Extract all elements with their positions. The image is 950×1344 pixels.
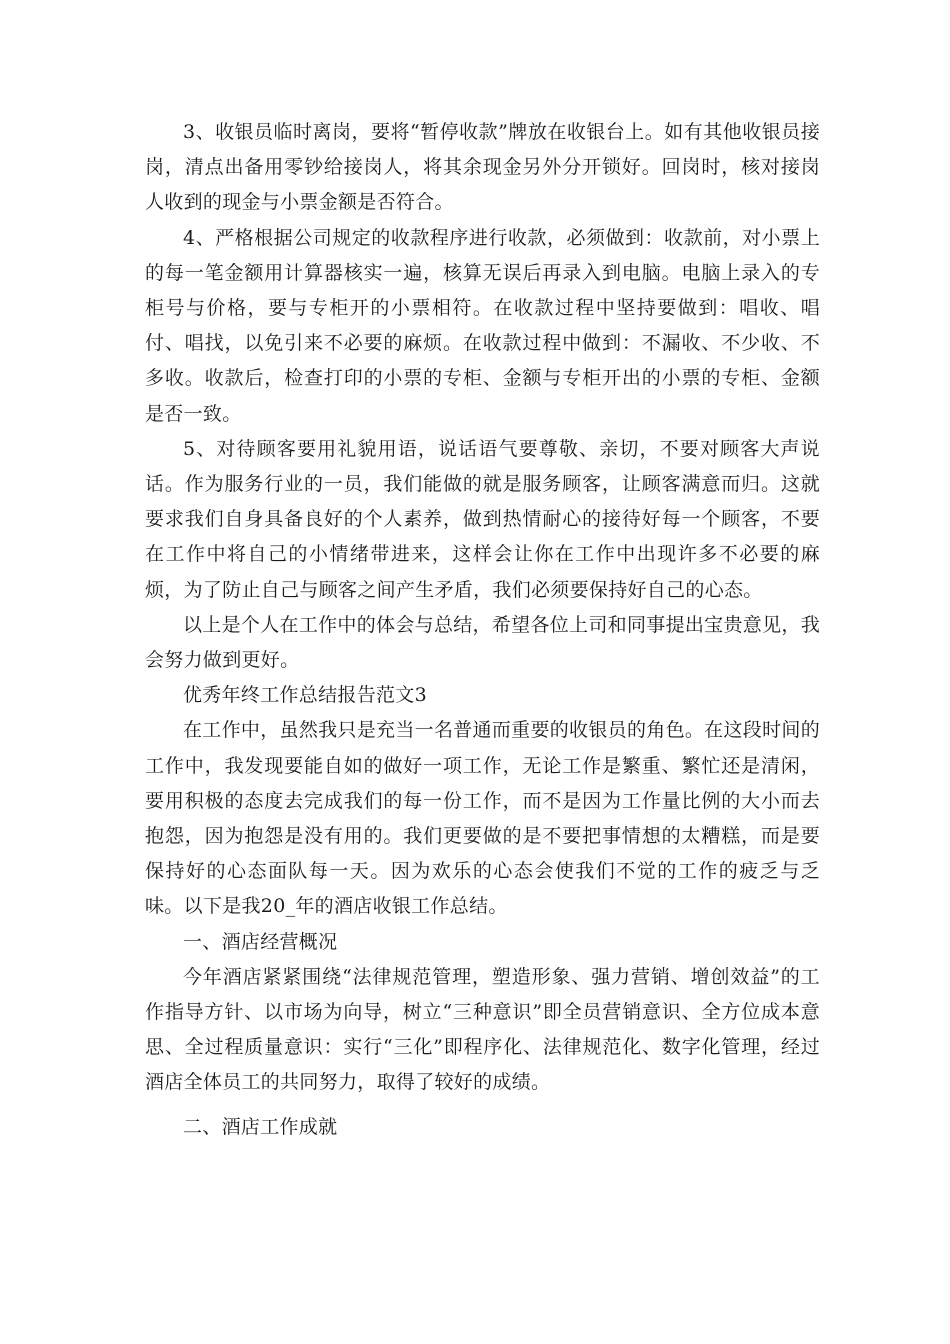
paragraph-closing: 以上是个人在工作中的体会与总结，希望各位上司和同事提出宝贵意见，我会努力做到更好。 xyxy=(145,613,820,672)
paragraph-overview: 今年酒店紧紧围绕“法律规范管理，塑造形象、强力营销、增创效益”的工作指导方针、以市场为向导，树立“三种意识”即全员营销意识、全方位成本意思、全过程质量意识：实行“三化”即程序化、法律规范化、数字化管理，经过酒店全体员工的共同努力，取得了较好的成绩。 xyxy=(145,965,820,1094)
heading-achievements: 二、酒店工作成就 xyxy=(183,1115,338,1138)
paragraph-intro: 在工作中，虽然我只是充当一名普通而重要的收银员的角色。在这段时间的工作中，我发现要能自如的做好一项工作，无论工作是繁重、繁忙还是清闲，要用积极的态度去完成我们的每一份工作，而不是因为工作量比例的大小而去抱怨，因为抱怨是没有用的。我们更要做的是不要把事情想的太糟糕，而是要保持好的心态面队每一天。因为欢乐的心态会使我们不觉的工作的疲乏与乏味。以下是我20_年的酒店收银工作总结。 xyxy=(145,719,820,918)
document-body xyxy=(145,115,820,1145)
paragraph-item-4: 4、严格根据公司规定的收款程序进行收款，必须做到：收款前，对小票上的每一笔金额用计算器核实一遍，核算无误后再录入到电脑。电脑上录入的专柜号与价格，要与专柜开的小票相符。在收款过程中坚持要做到：唱收、唱付、唱找，以免引来不必要的麻烦。在收款过程中做到：不漏收、不少收、不多收。收款后，检查打印的小票的专柜、金额与专柜开出的小票的专柜、金额是否一致。 xyxy=(145,226,820,425)
section-title: 优秀年终工作总结报告范文3 xyxy=(183,684,427,707)
heading-overview: 一、酒店经营概况 xyxy=(183,930,338,953)
paragraph-item-5: 5、对待顾客要用礼貌用语，说话语气要尊敬、亲切，不要对顾客大声说话。作为服务行业的一员，我们能做的就是服务顾客，让顾客满意而归。这就要求我们自身具备良好的个人素养，做到热情耐心的接待好每一个顾客，不要在工作中将自己的小情绪带进来，这样会让你在工作中出现许多不必要的麻烦，为了防止自己与顾客之间产生矛盾，我们必须要保持好自己的心态。 xyxy=(145,437,820,601)
paragraph-item-3: 3、收银员临时离岗，要将“暂停收款”牌放在收银台上。如有其他收银员接岗，清点出备用零钞给接岗人，将其余现金另外分开锁好。回岗时，核对接岗人收到的现金与小票金额是否符合。 xyxy=(145,121,820,214)
